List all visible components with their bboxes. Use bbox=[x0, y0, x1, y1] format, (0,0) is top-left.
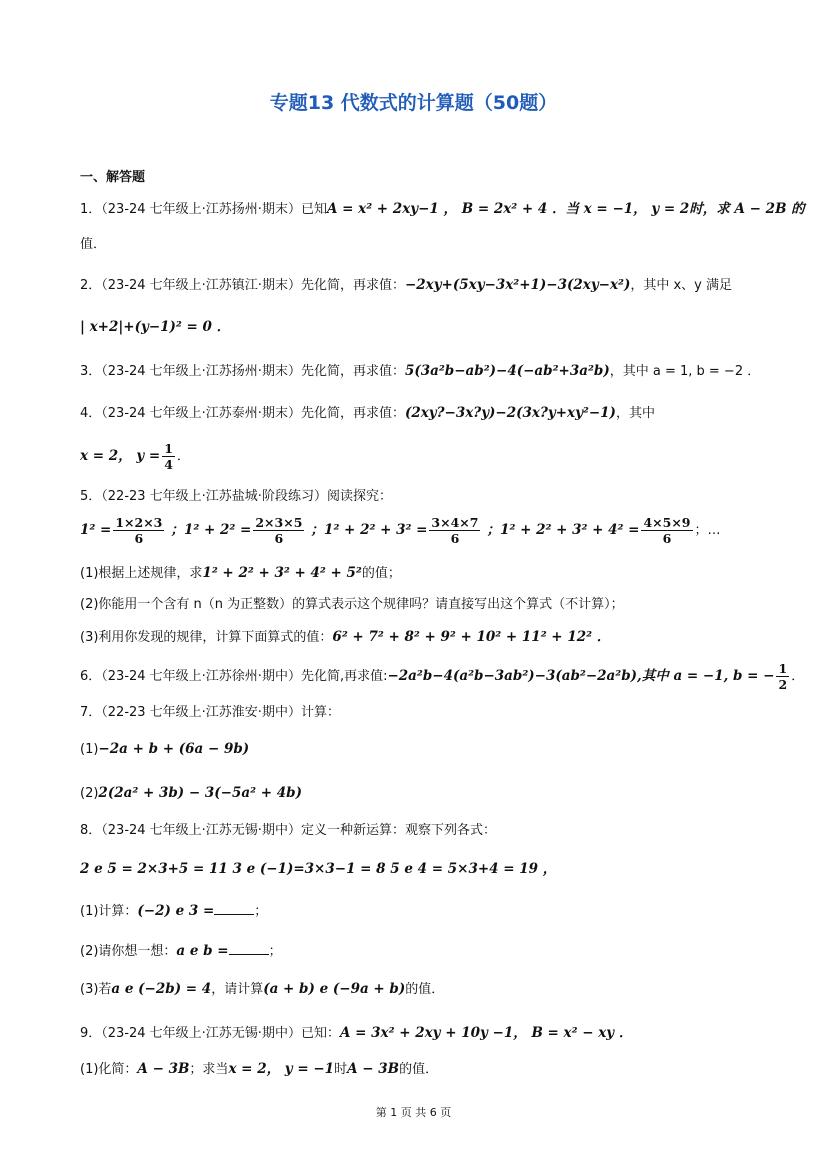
q4-frac-den: 4 bbox=[164, 457, 173, 472]
q5-f1-left: 1² = bbox=[80, 522, 112, 538]
q9-p1-mid2: 时 bbox=[334, 1062, 348, 1077]
q8-p3-expr: a e (−2b) = 4 bbox=[111, 981, 212, 997]
q7-p1: (1) bbox=[80, 742, 99, 757]
q3-expr: 5(3a²b−ab²)−4(−ab²+3a²b) bbox=[404, 363, 610, 379]
q5-part-2: (2)你能用一个含有 n（n 为正整数）的算式表示这个规律吗？请直接写出这个算式（不计算）； bbox=[80, 597, 624, 612]
q3-text: 3．（23-24 七年级上·江苏扬州·期末）先化简，再求值： bbox=[80, 364, 405, 379]
q5-f1-frac bbox=[113, 515, 164, 546]
question-3 bbox=[80, 362, 761, 381]
q5-f2-frac bbox=[253, 515, 304, 546]
question-4 bbox=[80, 404, 757, 423]
q8-p3-expr2: (a + b) e (−9a + b) bbox=[263, 981, 406, 997]
q5-f1-den: 6 bbox=[134, 531, 144, 546]
q5-p3: (3)利用你发现的规律，计算下面算式的值： bbox=[80, 630, 333, 645]
q5-f3-den: 6 bbox=[450, 531, 460, 546]
q1-expr: A = x² + 2xy−1 ， B = 2x² + 4 ．当 x = −1， y = 2时，求 A − 2B 的 bbox=[326, 201, 805, 217]
q5-f2-num: 2×3×5 bbox=[255, 515, 303, 530]
q6-fraction bbox=[776, 661, 789, 692]
page-footer: 第 1 页 共 6 页 bbox=[375, 1106, 452, 1119]
q8-part-1 bbox=[80, 902, 757, 921]
q5-f4-num: 4×5×9 bbox=[643, 515, 691, 530]
q7-part-1 bbox=[80, 740, 757, 759]
q8-p1-blank bbox=[214, 902, 254, 915]
q8-part-2 bbox=[80, 942, 757, 961]
q5-f3-left: ；1² + 2² + 3² = bbox=[310, 522, 428, 538]
q6-end: ． bbox=[791, 669, 805, 684]
q5-f2-left: ；1² + 2² = bbox=[170, 522, 252, 538]
q6-expr: −2a²b−4(a²b−3ab²)−3(ab²−2a²b) bbox=[387, 668, 638, 684]
q5-p1: (1)根据上述规律，求 bbox=[80, 566, 203, 581]
question-6 bbox=[80, 660, 805, 693]
q9-p1-expr3: A − 3B bbox=[347, 1061, 400, 1077]
q9-expr: A = 3x² + 2xy + 10y −1， B = x² − xy ． bbox=[339, 1025, 633, 1041]
q4-fraction bbox=[162, 441, 175, 472]
q7-p2: (2) bbox=[80, 786, 99, 801]
q4-expr: (2xy?−3x?y)−2(3x?y+xy²−1) bbox=[404, 405, 616, 421]
question-9 bbox=[80, 1024, 757, 1043]
q3-tail: ，其中 a = 1, b = −2 ． bbox=[609, 364, 761, 379]
q4-cond-end: ． bbox=[176, 449, 190, 464]
q5-f2-den: 6 bbox=[274, 531, 284, 546]
q5-p1-end: 的值； bbox=[361, 566, 401, 581]
q4-frac-num: 1 bbox=[164, 441, 173, 456]
q2-tail: ，其中 x、y 满足 bbox=[630, 278, 732, 293]
q8-p2-expr: a e b = bbox=[176, 943, 229, 959]
question-5: 5．（22-23 七年级上·江苏盐城·阶段练习）阅读探究： bbox=[80, 489, 392, 504]
q5-f-end: ；… bbox=[694, 523, 721, 538]
page-title: 专题13 代数式的计算题（50题） bbox=[269, 92, 558, 114]
q8-part-3 bbox=[80, 980, 757, 999]
q5-p3-expr: 6² + 7² + 8² + 9² + 10² + 11² + 12² ． bbox=[332, 629, 611, 645]
question-2 bbox=[80, 276, 757, 295]
q8-p3: (3)若 bbox=[80, 982, 112, 997]
q8-p1-end: ； bbox=[254, 904, 268, 919]
q8-p1: (1)计算： bbox=[80, 904, 138, 919]
q9-p1-expr2: x = 2， y = −1 bbox=[228, 1061, 335, 1077]
q4-text: 4．（23-24 七年级上·江苏泰州·期末）先化简，再求值： bbox=[80, 406, 405, 421]
q5-f1-num: 1×2×3 bbox=[115, 515, 163, 530]
q1-text: 1．（23-24 七年级上·江苏扬州·期末）已知 bbox=[80, 202, 327, 217]
q9-p1-expr: A − 3B bbox=[137, 1061, 190, 1077]
q6-tail: ,其中 a = −1, b = − bbox=[637, 668, 775, 684]
q7-part-2 bbox=[80, 784, 757, 803]
section-heading: 一、解答题 bbox=[80, 170, 146, 185]
q8-p2: (2)请你想一想： bbox=[80, 944, 177, 959]
q5-f4-den: 6 bbox=[662, 531, 672, 546]
q4-condition bbox=[80, 440, 757, 473]
q5-f4-frac bbox=[641, 515, 692, 546]
q7-p1-expr: −2a + b + (6a − 9b) bbox=[98, 741, 250, 757]
q2-text: 2．（23-24 七年级上·江苏镇江·期末）先化简，再求值： bbox=[80, 278, 405, 293]
q5-f4-left: ；1² + 2² + 3² + 4² = bbox=[486, 522, 640, 538]
q5-p1-expr: 1² + 2² + 3² + 4² + 5² bbox=[202, 565, 362, 581]
q4-tail: ，其中 bbox=[615, 406, 655, 421]
q9-text: 9．（23-24 七年级上·江苏无锡·期中）已知： bbox=[80, 1026, 340, 1041]
q2-cond: | x+2|+(y−1)² = 0 ． bbox=[80, 319, 231, 335]
q9-p1: (1)化简： bbox=[80, 1062, 138, 1077]
q8-expr: 2 e 5 = 2×3+5 = 11 3 e (−1)=3×3−1 = 8 5 e 4 = 5×3+4 = 19 ， bbox=[80, 861, 557, 877]
q5-part-3 bbox=[80, 628, 757, 647]
q7-p2-expr: 2(2a² + 3b) − 3(−5a² + 4b) bbox=[98, 785, 302, 801]
question-1 bbox=[80, 200, 805, 219]
q9-part-1 bbox=[80, 1060, 757, 1079]
q6-text: 6．（23-24 七年级上·江苏徐州·期中）先化简,再求值: bbox=[80, 669, 388, 684]
question-7: 7．（22-23 七年级上·江苏淮安·期中）计算： bbox=[80, 705, 340, 720]
q8-p3-mid: ，请计算 bbox=[211, 982, 264, 997]
q5-formulas bbox=[80, 514, 757, 547]
q6-frac-den: 2 bbox=[778, 677, 788, 692]
q2-expr: −2xy+(5xy−3x²+1)−3(2xy−x²) bbox=[404, 277, 631, 293]
q8-p3-end: 的值． bbox=[405, 982, 445, 997]
q2-condition bbox=[80, 318, 757, 337]
q6-frac-num: 1 bbox=[778, 661, 788, 676]
q9-p1-mid: ；求当 bbox=[189, 1062, 229, 1077]
q5-f3-frac bbox=[429, 515, 480, 546]
q5-f3-num: 3×4×7 bbox=[431, 515, 479, 530]
q8-p2-end: ； bbox=[268, 944, 282, 959]
q8-p2-blank bbox=[229, 942, 269, 955]
q1-continuation: 值． bbox=[80, 237, 107, 252]
q9-p1-end: 的值． bbox=[399, 1062, 439, 1077]
q4-cond-left: x = 2， y = bbox=[80, 448, 161, 464]
q8-examples bbox=[80, 860, 757, 879]
q8-p1-expr: (−2) e 3 = bbox=[137, 903, 215, 919]
question-8: 8．（23-24 七年级上·江苏无锡·期中）定义一种新运算：观察下列各式： bbox=[80, 823, 496, 838]
q5-part-1 bbox=[80, 564, 757, 583]
